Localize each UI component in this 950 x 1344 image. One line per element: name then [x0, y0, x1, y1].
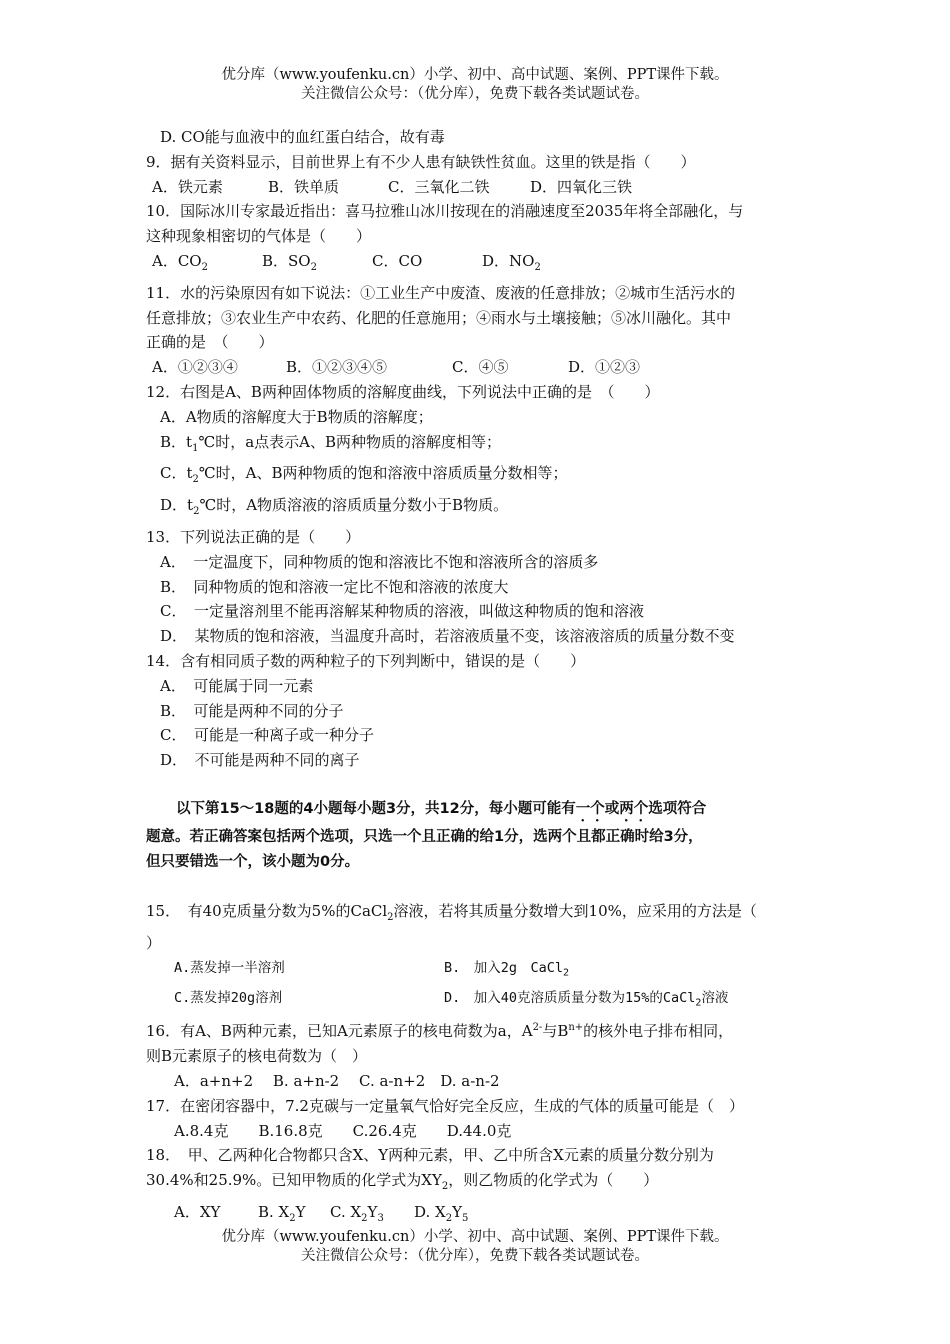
q11-option-d: D．①②③	[568, 358, 641, 377]
q10-stem-1: 10．国际冰川专家最近指出：喜马拉雅山冰川按现在的消融速度至2035年将全部融化，与	[146, 202, 744, 221]
q15-option-b: B. 加入2g CaCl$_2$	[444, 959, 570, 979]
q16-stem-1: 16．有A、B两种元素，已知A元素原子的核电荷数为a，$A^{2-}$与$B^{n+}$的核外电子排布相同，	[146, 1022, 734, 1041]
q12-option-c: C．$t_2℃$时，A、B两种物质的饱和溶液中溶质质量分数相等；	[160, 464, 568, 486]
q14-option-a: A． 可能属于同一元素	[160, 676, 314, 695]
q16-stem-2: 则B元素原子的核电荷数为（ ）	[146, 1047, 368, 1066]
footer-line-1: 优分库（www.youfenku.cn）小学、初中、高中试题、案例、PPT课件下载。	[221, 1229, 729, 1245]
q15-option-d: D. 加入40克溶质质量分数为15%的CaCl$_2$溶液	[444, 990, 729, 1009]
section-instructions	[146, 797, 826, 875]
q10-option-b: B．$SO_2$	[262, 251, 317, 273]
q15-stem-2: ）	[146, 933, 162, 952]
q17-options: A.8.4克 B.16.8克 C.26.4克 D.44.0克	[174, 1121, 512, 1140]
q15-option-a: A.蒸发掉一半溶剂	[174, 959, 285, 976]
q9-option-c: C．三氧化二铁	[388, 177, 490, 196]
q9-options	[146, 175, 826, 200]
q10-option-c: C．CO	[372, 251, 423, 270]
q14-option-d: D． 不可能是两种不同的离子	[160, 751, 360, 770]
page-header	[0, 66, 950, 104]
q18-option-a: A．XY	[174, 1203, 221, 1222]
q18-stem-2: 30.4%和25.9%。已知甲物质的化学式为$XY_2$，则乙物质的化学式为（ ）	[146, 1171, 659, 1193]
q9-stem: 9．据有关资料显示，目前世界上有不少人患有缺铁性贫血。这里的铁是指（ ）	[146, 152, 696, 171]
q18-option-c: C. $X_2Y_3$	[330, 1203, 384, 1225]
q13-option-b: B． 同种物质的饱和溶液一定比不饱和溶液的浓度大	[160, 577, 509, 596]
q10-option-d: D．$NO_2$	[482, 251, 541, 273]
instructions-line-2: 题意。若正确答案包括两个选项，只选一个且正确的给1分，选两个且都正确时给3分，	[146, 828, 703, 845]
page-footer	[0, 1228, 950, 1266]
header-line-1: 优分库（www.youfenku.cn）小学、初中、高中试题、案例、PPT课件下载。	[221, 67, 729, 83]
q12-option-b: B．$t_1℃$时，a点表示A、B两种物质的溶解度相等；	[160, 432, 502, 454]
q11-stem-3: 正确的是 （ ）	[146, 333, 274, 352]
q13-option-c: C． 一定量溶剂里不能再溶解某种物质的溶液，叫做这种物质的饱和溶液	[160, 602, 644, 621]
q11-options	[146, 355, 826, 380]
q12-option-a: A．A物质的溶解度大于B物质的溶解度；	[160, 407, 433, 426]
q14-option-c: C． 可能是一种离子或一种分子	[160, 726, 374, 745]
q12-option-d: D．$t_2℃$时，A物质溶液的溶质质量分数小于B物质。	[160, 496, 509, 518]
q15-options-row-1	[146, 956, 826, 986]
q18-stem-1: 18． 甲、乙两种化合物都只含X、Y两种元素，甲、乙中所含X元素的质量分数分别为	[146, 1146, 714, 1165]
q9-option-b: B．铁单质	[268, 177, 340, 196]
q11-stem-1: 11．水的污染原因有如下说法：①工业生产中废渣、废液的任意排放；②城市生活污水的	[146, 283, 736, 302]
q10-option-a: A．$CO_2$	[152, 251, 208, 273]
q13-option-a: A． 一定温度下，同种物质的饱和溶液比不饱和溶液所含的溶质多	[160, 552, 599, 571]
q16-options: A．a+n+2 B. a+n-2 C. a-n+2 D. a-n-2	[174, 1072, 500, 1091]
q10-options	[146, 249, 826, 281]
q15-stem-1: 15． 有40克质量分数为5%的CaCl$_2$溶液，若将其质量分数增大到10%，应采用的方法是（	[146, 901, 757, 923]
q11-option-a: A．①②③④	[152, 358, 238, 377]
q15-option-c: C.蒸发掉20g溶剂	[174, 990, 283, 1006]
q11-option-b: B．①②③④⑤	[286, 358, 388, 377]
q11-stem-2: 任意排放；③农业生产中农药、化肥的任意施用；④雨水与土壤接触；⑤冰川融化。其中	[146, 308, 732, 327]
q18-option-b: B. $X_2Y$	[258, 1203, 306, 1225]
q8-option-d: D. CO能与血液中的血红蛋白结合，故有毒	[160, 128, 445, 146]
q9-option-a: A．铁元素	[152, 177, 223, 196]
q13-stem: 13．下列说法正确的是（ ）	[146, 527, 361, 546]
q18-option-d: D. $X_2Y_5$	[414, 1203, 469, 1225]
footer-line-2: 关注微信公众号：（优分库），免费下载各类试题试卷。	[301, 1248, 649, 1264]
header-line-2: 关注微信公众号：（优分库），免费下载各类试题试卷。	[301, 86, 649, 102]
q14-stem: 14．含有相同质子数的两种粒子的下列判断中，错误的是（ ）	[146, 651, 586, 670]
q12-stem: 12．右图是A、B两种固体物质的溶解度曲线，下列说法中正确的是 （ ）	[146, 382, 660, 401]
q17-stem: 17．在密闭容器中，7.2克碳与一定量氧气恰好完全反应，生成的气体的质量可能是（ ）	[146, 1096, 744, 1115]
q13-option-d: D． 某物质的饱和溶液，当温度升高时，若溶液质量不变，该溶液溶质的质量分数不变	[160, 627, 735, 646]
q9-option-d: D．四氧化三铁	[530, 177, 633, 196]
question-content	[146, 125, 826, 1232]
q14-option-b: B． 可能是两种不同的分子	[160, 701, 344, 720]
q15-options-row-2	[146, 986, 826, 1016]
q10-stem-2: 这种现象相密切的气体是（ ）	[146, 227, 372, 246]
q11-option-c: C．④⑤	[452, 358, 509, 377]
instructions-line-1: 以下第15～18题的4小题每小题3分，共12分，每小题可能有一个或两个选项符合	[176, 800, 707, 817]
instructions-line-3: 但只要错选一个，该小题为0分。	[146, 853, 360, 870]
